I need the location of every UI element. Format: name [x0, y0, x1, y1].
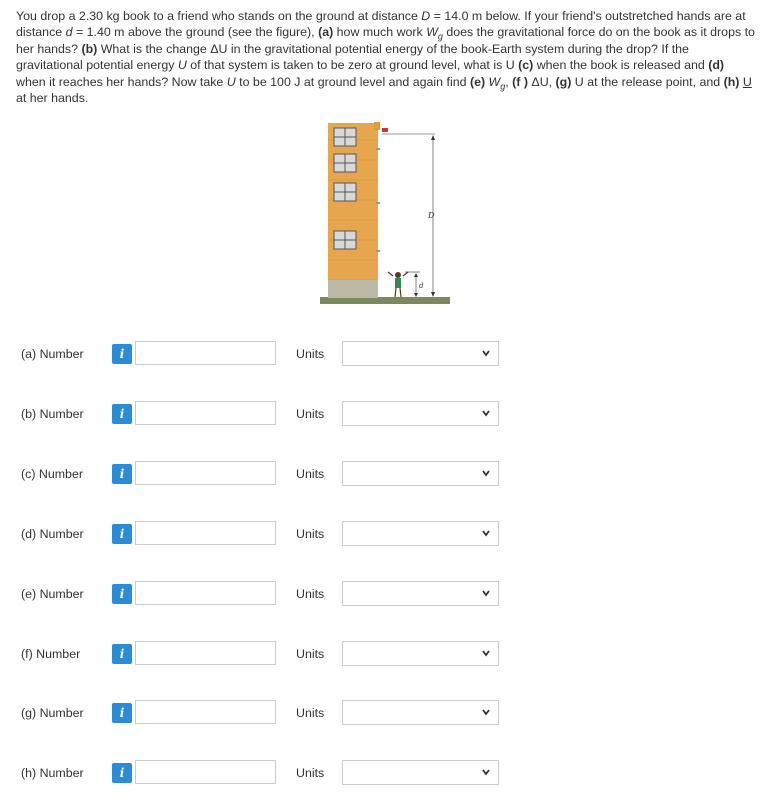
answer-row	[0, 700, 769, 728]
info-icon[interactable]: i	[112, 464, 132, 484]
units-label: Units	[296, 347, 325, 361]
number-input[interactable]	[135, 760, 276, 784]
units-label: Units	[296, 706, 325, 720]
part-label: (d) Number	[21, 527, 84, 541]
chevron-down-icon	[480, 467, 492, 479]
number-input[interactable]	[135, 521, 276, 545]
units-dropdown[interactable]	[342, 700, 499, 725]
friend	[388, 272, 408, 297]
info-icon[interactable]: i	[112, 344, 132, 364]
chevron-down-icon	[480, 706, 492, 718]
windows	[334, 128, 356, 249]
chevron-down-icon	[480, 407, 492, 419]
answer-row	[0, 641, 769, 669]
number-input[interactable]	[135, 581, 276, 605]
answer-row	[0, 521, 769, 549]
building-base	[328, 280, 378, 298]
book	[382, 128, 388, 132]
person-top	[374, 122, 380, 130]
number-input[interactable]	[135, 401, 276, 425]
answer-row	[0, 581, 769, 609]
chevron-down-icon	[480, 647, 492, 659]
D-label: D	[428, 211, 435, 220]
info-icon[interactable]: i	[112, 404, 132, 424]
chevron-down-icon	[480, 766, 492, 778]
info-icon[interactable]: i	[112, 644, 132, 664]
chevron-down-icon	[480, 347, 492, 359]
units-label: Units	[296, 766, 325, 780]
answer-row	[0, 760, 769, 788]
info-icon[interactable]: i	[112, 524, 132, 544]
building-figure	[320, 120, 450, 308]
units-dropdown[interactable]	[342, 760, 499, 785]
answer-row	[0, 461, 769, 489]
part-label: (c) Number	[21, 467, 83, 481]
problem-statement: You drop a 2.30 kg book to a friend who stands on the ground at distance D = 14.0 m below. If your friend's outstretched hands are at distance d = 1.40 m above the ground (see the figure), (a) how much work $W_g$ does the gravitational force do on the book as it drops to her hands? (b) What is the change ΔU in the gravitational potential energy of the book-Earth system during the drop? If the gravitational potential energy U of that system is taken to be zero at ground level, what is U (c) when the book is released and (d) when it reaches her hands? Now take U to be 100 J at ground level and again find (e) $W_g$, (f ) ΔU, (g) U at the release point, and (h) U at her hands.	[16, 9, 755, 106]
number-input[interactable]	[135, 641, 276, 665]
part-label: (e) Number	[21, 587, 84, 601]
building	[328, 123, 378, 298]
answer-row	[0, 341, 769, 369]
part-label: (a) Number	[21, 347, 84, 361]
units-dropdown[interactable]	[342, 341, 499, 366]
chevron-down-icon	[480, 527, 492, 539]
units-dropdown[interactable]	[342, 461, 499, 486]
part-label: (g) Number	[21, 706, 84, 720]
ground	[320, 297, 450, 304]
units-dropdown[interactable]	[342, 401, 499, 426]
answer-row	[0, 401, 769, 429]
part-label: (h) Number	[21, 766, 84, 780]
number-input[interactable]	[135, 700, 276, 724]
units-label: Units	[296, 527, 325, 541]
units-label: Units	[296, 467, 325, 481]
units-label: Units	[296, 647, 325, 661]
units-label: Units	[296, 407, 325, 421]
d-label: d	[419, 282, 424, 290]
info-icon[interactable]: i	[112, 763, 132, 783]
part-label: (b) Number	[21, 407, 84, 421]
number-input[interactable]	[135, 461, 276, 485]
info-icon[interactable]: i	[112, 584, 132, 604]
units-dropdown[interactable]	[342, 581, 499, 606]
units-label: Units	[296, 587, 325, 601]
info-icon[interactable]: i	[112, 703, 132, 723]
units-dropdown[interactable]	[342, 521, 499, 546]
units-dropdown[interactable]	[342, 641, 499, 666]
part-label: (f) Number	[21, 647, 81, 661]
chevron-down-icon	[480, 587, 492, 599]
number-input[interactable]	[135, 341, 276, 365]
